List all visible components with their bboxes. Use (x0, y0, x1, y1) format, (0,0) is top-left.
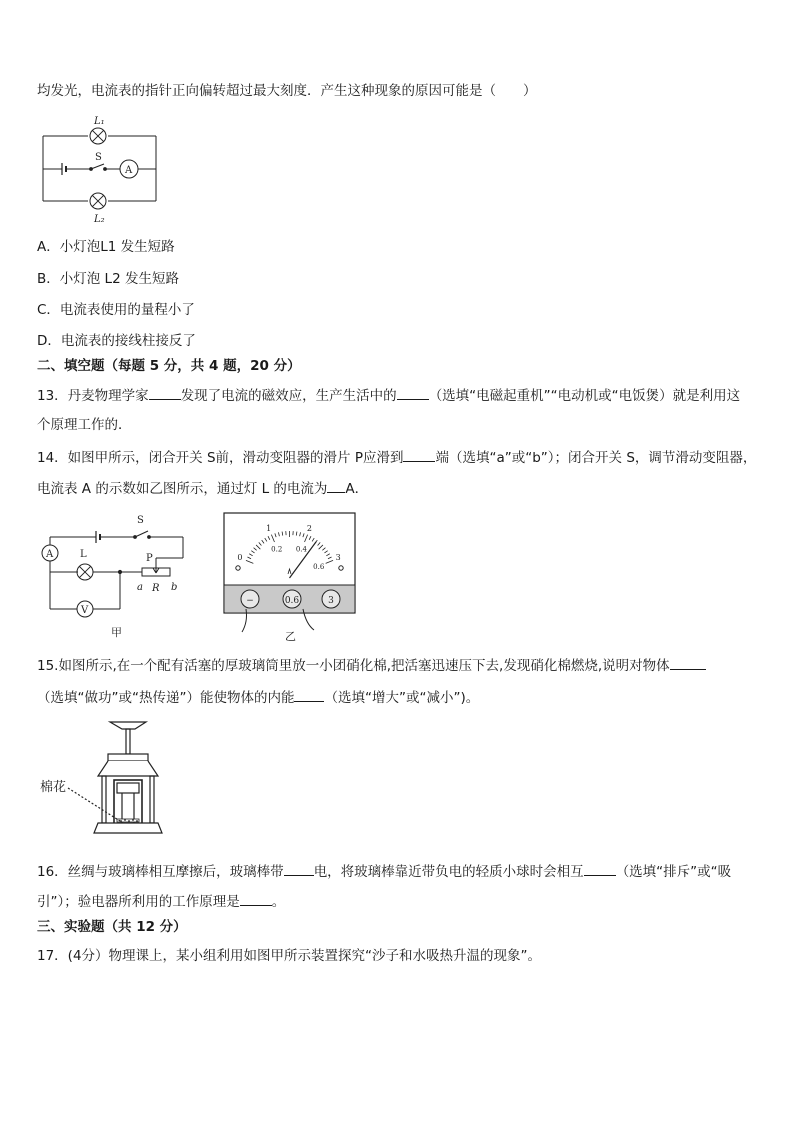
q14-line-1: 14．如图甲所示，闭合开关 S前，滑动变阻器的滑片 P应滑到 端（选填“a”或“b”）；闭合开关 S，调节滑动变阻器， (37, 450, 757, 466)
dial-scale-top-label: 1 (266, 524, 272, 534)
dial-scale-bottom-label: 0.2 (271, 545, 283, 554)
q14-blank-2[interactable] (327, 479, 345, 493)
q12-option-b: B．小灯泡 L2 发生短路 (37, 271, 179, 287)
q14-jia-label-s: S (137, 515, 144, 526)
q16-line-2: 引”）；验电器所利用的工作原理是 。 (37, 894, 286, 910)
q12-circuit-figure (38, 112, 168, 227)
q13-blank-2[interactable] (397, 386, 429, 400)
dial-scale-bottom-label: 0.6 (313, 563, 325, 572)
q12-option-a: A．小灯泡L1 发生短路 (37, 239, 175, 255)
q14-jia-label-r: R (152, 583, 160, 594)
q15-blank-1[interactable] (670, 656, 706, 670)
dial-scale-top-label: 0 (237, 553, 243, 563)
q14-jia-label-l: L (80, 549, 87, 560)
dial-terminal-label: 3 (328, 596, 334, 606)
q16-blank-1[interactable] (284, 862, 314, 876)
q17-line-1: 17．(4分）物理课上，某小组利用如图甲所示装置探究“沙子和水吸热升温的现象”。 (37, 948, 542, 964)
q14-yi-caption: 乙 (285, 630, 296, 643)
q15-line-2: （选填“做功”或“热传递”）能使物体的内能 （选填“增大”或“减小”)。 (37, 690, 480, 706)
q16-blank-3[interactable] (240, 892, 272, 906)
q13-blank-1[interactable] (149, 386, 181, 400)
q14-jia-caption: 甲 (111, 626, 122, 639)
q15-blank-2[interactable] (294, 688, 324, 702)
dial-scale-bottom-label: 0.4 (295, 545, 307, 554)
q14-blank-1[interactable] (403, 448, 435, 462)
q15-line-1: 15.如图所示,在一个配有活塞的厚玻璃筒里放一小团硝化棉,把活塞迅速压下去,发现硝化棉燃烧,说明对物体 (37, 656, 706, 675)
dial-terminal-label: 0.6 (284, 596, 300, 606)
q12-option-c: C．电流表使用的量程小了 (37, 302, 195, 318)
q14-ammeter-figure-yi (222, 512, 358, 644)
q13-line-2: 个原理工作的． (37, 417, 132, 433)
q12-label-s: S (95, 152, 102, 163)
q15-piston-figure (38, 718, 163, 843)
q12-label-l2: L₂ (94, 214, 105, 225)
q16-line-1: 16．丝绸与玻璃棒相互摩擦后，玻璃棒带 电，将玻璃棒靠近带负电的轻质小球时会相互 （选填“排斥”或“吸 (37, 864, 732, 880)
q14-jia-label-b: b (171, 582, 178, 593)
section-3-title: 三、实验题（共 12 分） (37, 919, 187, 935)
q15-label-cotton: 棉花 (40, 780, 67, 795)
q12-label-l1: L₁ (94, 116, 105, 127)
q14-jia-label-ammeter: A (46, 549, 54, 560)
q14-jia-label-voltmeter: V (81, 605, 89, 616)
section-2-title: 二、填空题（每题 5 分，共 4 题，20 分） (37, 358, 301, 374)
q16-blank-2[interactable] (584, 862, 616, 876)
dial-scale-top-label: 3 (335, 553, 341, 563)
q14-jia-label-a: a (137, 582, 143, 593)
dial-terminal-label: − (246, 596, 254, 606)
q14-line-2: 电流表 A 的示数如乙图所示，通过灯 L 的电流为 A． (37, 481, 369, 497)
dial-scale-top-label: 2 (306, 524, 313, 534)
q12-label-a: A (125, 165, 133, 176)
q12-option-d: D．电流表的接线柱接反了 (37, 333, 196, 349)
q12-stem: 均发光，电流表的指针正向偏转超过最大刻度．产生这种现象的原因可能是（ ） (37, 83, 537, 99)
q14-jia-label-p: P (146, 553, 153, 564)
q14-circuit-figure-jia (38, 512, 188, 642)
q13-line-1: 13．丹麦物理学家 发现了电流的磁效应，生产生活中的 （选填“电磁起重机”“电动机或“电饭煲）就是利用这 (37, 388, 741, 404)
